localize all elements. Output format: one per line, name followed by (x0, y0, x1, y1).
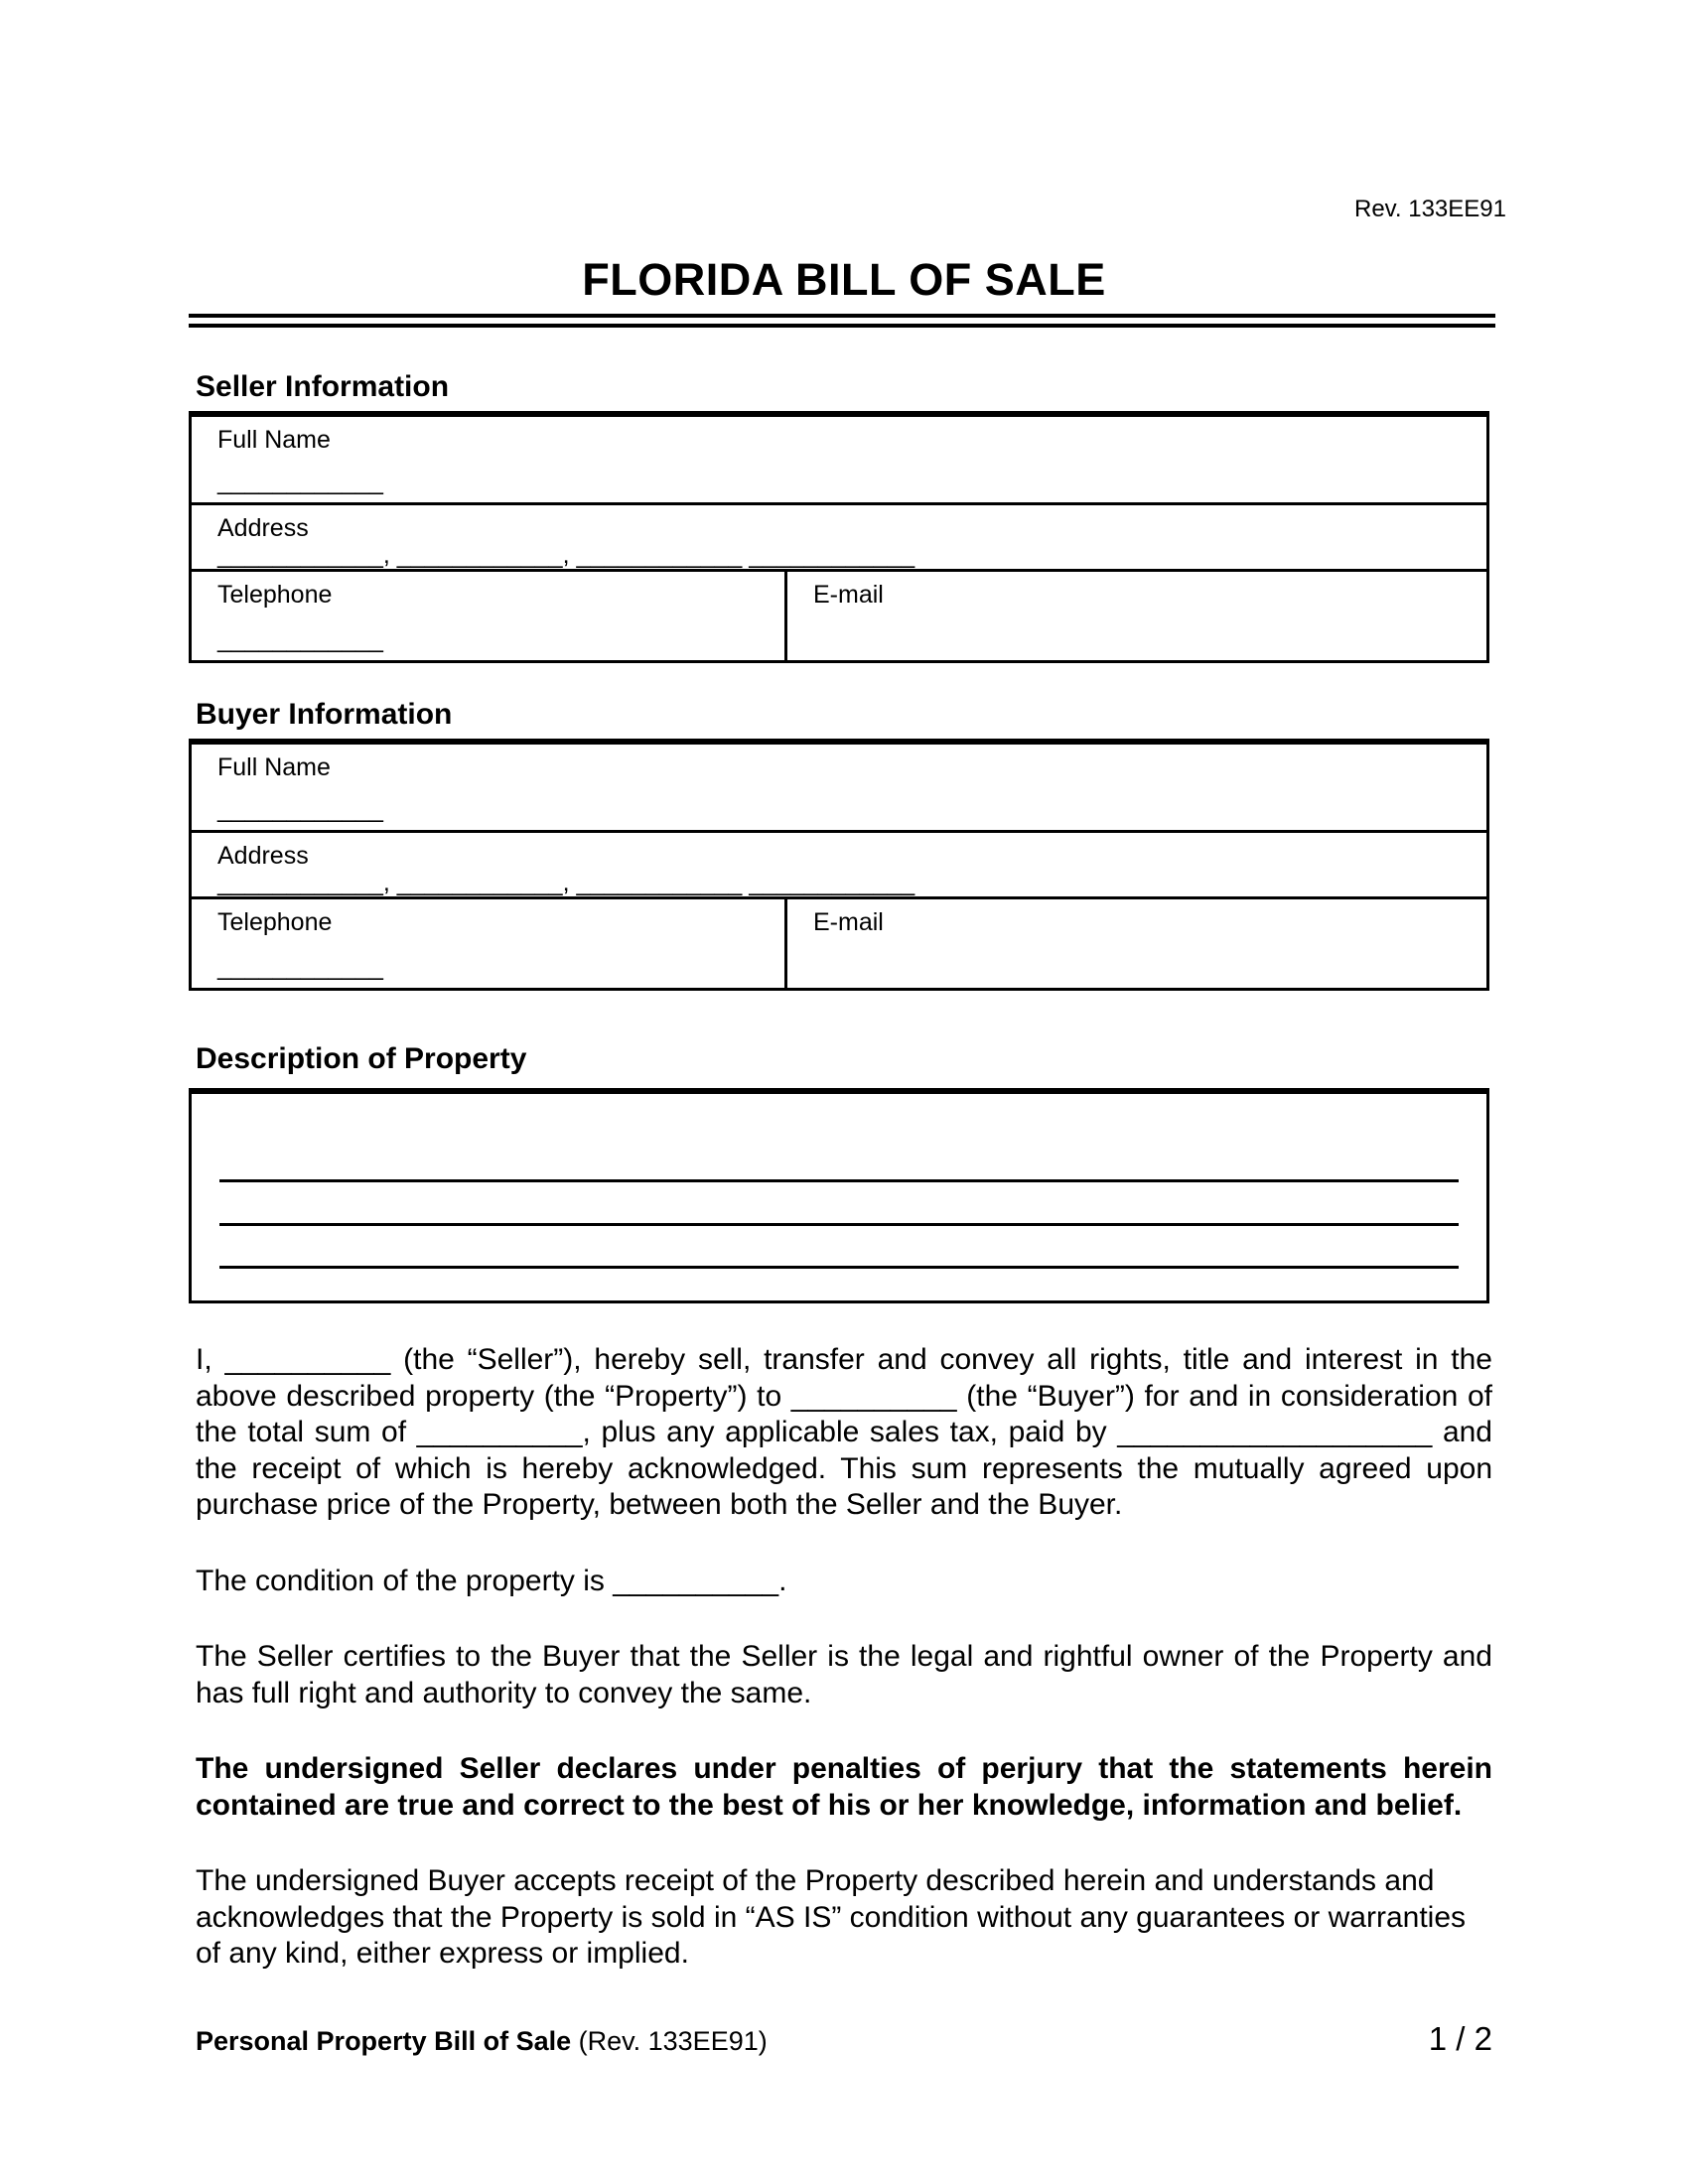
buyer-telephone-cell (192, 899, 787, 988)
description-blank-line (219, 1179, 1459, 1182)
seller-address-cell (192, 505, 1486, 572)
title-divider (189, 314, 1495, 328)
buyer-full-name-blank: ____________ (217, 797, 383, 823)
buyer-email-cell (787, 899, 1486, 988)
buyer-info-table (189, 739, 1489, 991)
seller-telephone-cell (192, 572, 787, 660)
buyer-telephone-blank: ____________ (217, 955, 383, 981)
description-box (189, 1088, 1489, 1303)
description-blank-line (219, 1223, 1459, 1226)
seller-full-name-label: Full Name (217, 426, 331, 454)
buyer-contact-row (192, 899, 1486, 988)
document-title: FLORIDA BILL OF SALE (582, 254, 1106, 305)
paragraph-as-is-acknowledgement: The undersigned Buyer accepts receipt of the Property described herein and understands and acknowledges that the Property is sold in “AS IS” condition without any guarantees or warranties of any kind, either express or implied. (196, 1864, 1467, 1970)
footer-revision-suffix: (Rev. 133EE91) (571, 2026, 768, 2056)
page-number-indicator: 1 / 2 (1428, 2020, 1492, 2057)
buyer-address-blank: ____________, ____________, ____________ ____________ (217, 871, 915, 896)
paragraph-condition: The condition of the property is __________. (196, 1564, 787, 1597)
buyer-telephone-label: Telephone (217, 908, 333, 936)
buyer-full-name-cell (192, 745, 1486, 833)
body-copy (196, 1342, 1492, 2012)
seller-info-table (189, 411, 1489, 663)
paragraph-ownership-certification: The Seller certifies to the Buyer that the Seller is the legal and rightful owner of the Property and has full right and authority to convey the same. (196, 1640, 1492, 1709)
seller-email-cell (787, 572, 1486, 660)
buyer-email-label: E-mail (813, 908, 884, 936)
seller-full-name-cell (192, 417, 1486, 505)
buyer-address-label: Address (217, 842, 309, 870)
seller-section-heading: Seller Information (196, 370, 450, 403)
page-footer (196, 2021, 1492, 2058)
footer-doc-title: Personal Property Bill of Sale (196, 2026, 572, 2056)
buyer-section-heading: Buyer Information (196, 698, 453, 731)
buyer-full-name-label: Full Name (217, 753, 331, 781)
seller-address-label: Address (217, 514, 309, 542)
buyer-address-cell (192, 833, 1486, 899)
seller-full-name-blank: ____________ (217, 470, 383, 495)
revision-label: Rev. 133EE91 (1354, 196, 1506, 222)
seller-telephone-blank: ____________ (217, 627, 383, 653)
description-blank-line (219, 1266, 1459, 1269)
seller-address-blank: ____________, ____________, ____________ ____________ (217, 543, 915, 569)
seller-email-label: E-mail (813, 581, 884, 609)
seller-contact-row (192, 572, 1486, 660)
description-section-heading: Description of Property (196, 1042, 527, 1075)
paragraph-sale-terms: I, __________ (the “Seller”), hereby sell, transfer and convey all rights, title and interest in the above described property (the “Property”) to __________ (the “Buyer”) for and in consideration of the total sum of __________, plus any applicable sales tax, paid by ___________________ and the receipt of which is hereby acknowledged. This sum represents the mutually agreed upon purchase price of the Property, between both the Seller and the Buyer. (196, 1343, 1492, 1521)
paragraph-perjury-declaration: The undersigned Seller declares under penalties of perjury that the statements herein contained are true and correct to the best of his or her knowledge, information and belief. (196, 1752, 1492, 1822)
seller-telephone-label: Telephone (217, 581, 333, 609)
footer-document-name (196, 2025, 768, 2058)
